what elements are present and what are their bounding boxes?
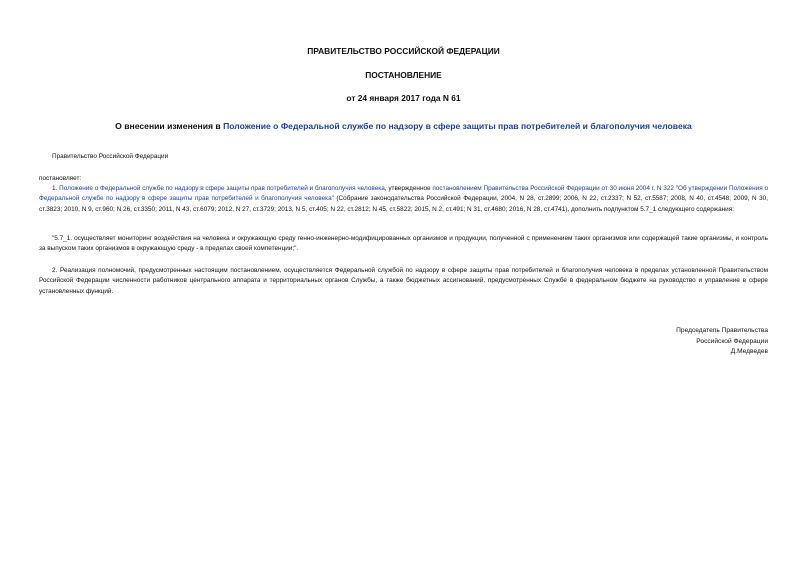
signature-line-3: Д.Медведев — [730, 348, 768, 355]
item-1-text-b: (Собрание законодательства Российской Федерации, 2004, N 28, ст.2899; 2006, N 22, ст.2337; N 52, ст.5587; 2008, N 40, ст.4548; 2009, N 30, ст.3823; 2010, N 9, ст.960; N 26, ст.3350; 2011, N 43, ст.6079; 2012, N 27, ст.3729; 2013, N 5, ст.405; N 22, ст.2812; N 45, ст.5822; 2015, N 2, ст.491; N 31, ст.4680; 2016, N 28, ст.4741), дополнить подпунктом 5.7_1 следующего содержания: — [39, 195, 768, 213]
signature-block — [676, 326, 768, 358]
title-regulation-link[interactable]: Положение о Федеральной службе по надзору в сфере защиты прав потребителей и благополучия человека — [223, 121, 692, 131]
paragraph-quote: "5.7_1. осуществляет мониторинг воздействия на человека и окружающую среду генно-инженерно-модифицированных организмов и продукции, полученной с применением таких организмов или содержащей такие организмы, и контроль за выпуском таких организмов в окружающую среду - в пределах своей компетенции;". — [39, 235, 768, 253]
paragraph-government: Правительство Российской Федерации — [52, 153, 169, 160]
date-number-heading: от 24 января 2017 года N 61 — [346, 93, 461, 103]
item-1-regulation-link[interactable]: Положение о Федеральной службе по надзору в сфере защиты прав потребителей и благополучия человека — [59, 185, 385, 192]
item-1-text-a: , утвержденное — [384, 185, 433, 192]
item-1-decree-link[interactable]: постановлением Правительства Российской Федерации от 30 июня 2004 г. N 322 "Об утверждении Положения о Федеральной службе по надзору в сфере защиты прав потребителей и благополучия человека" — [39, 185, 769, 203]
document-title — [40, 121, 767, 131]
paragraph-resolves: постановляет: — [39, 175, 82, 182]
title-prefix: О внесении изменения в — [115, 121, 224, 131]
document-type-heading: ПОСТАНОВЛЕНИЕ — [365, 70, 442, 80]
signature-line-2: Российской Федерации — [696, 337, 768, 345]
signature-line-1: Председатель Правительства — [676, 327, 768, 334]
item-1-number: 1. — [52, 185, 60, 192]
government-heading: ПРАВИТЕЛЬСТВО РОССИЙСКОЙ ФЕДЕРАЦИИ — [307, 46, 500, 56]
paragraph-item-1 — [39, 184, 768, 215]
paragraph-item-2: 2. Реализация полномочий, предусмотренных настоящим постановлением, осуществляется Федеральной службой по надзору в сфере защиты прав потребителей и благополучия человека в пределах установленной Правительством Российской Федерации численности работников центрального аппарата и территориальных органов Службы, а также бюджетных ассигнований, предусмотренных Службе в федеральном бюджете на руководство и управление в сфере установленных функций. — [39, 267, 768, 295]
